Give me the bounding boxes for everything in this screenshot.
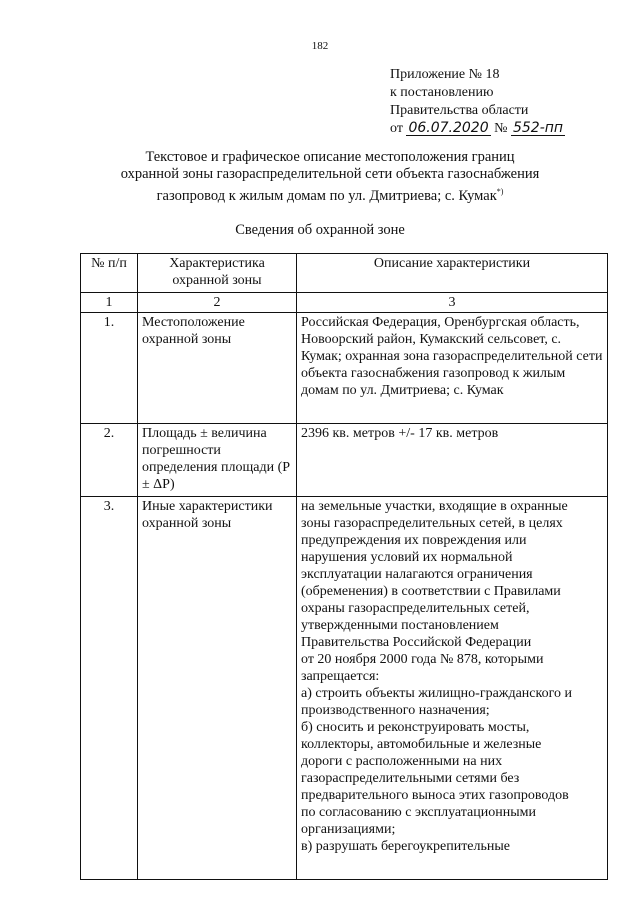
description-line: дороги с расположенными на них — [301, 754, 503, 769]
row-characteristic: Площадь ± величина погрешности определения площади (P ± ΔP) — [138, 424, 297, 497]
title-line-1: Текстовое и графическое описание местоположения границ — [145, 149, 515, 165]
description-line: Правительства Российской Федерации — [301, 635, 532, 650]
title-line-3-text: газопровод к жилым домам по ул. Дмитриева; с. Кумак — [156, 187, 497, 204]
appendix-number-handwritten: 552-пп — [512, 120, 564, 136]
document-title — [100, 149, 560, 205]
description-line: организациями; — [301, 822, 396, 837]
title-line-3 — [100, 183, 560, 205]
appendix-date-handwritten: 06.07.2020 — [408, 120, 489, 136]
description-line: предварительного выноса этих газопроводов — [301, 788, 569, 803]
description-line: от 20 ноября 2000 года № 878, которыми — [301, 652, 544, 667]
row-number: 2. — [81, 424, 138, 497]
description-line: нарушения условий их нормальной — [301, 550, 513, 565]
footnote-mark: *) — [496, 187, 504, 196]
appendix-number-sign: № — [494, 121, 508, 136]
description-line: а) строить объекты жилищно-гражданского и — [301, 686, 572, 701]
column-number: 1 — [81, 293, 138, 313]
row-characteristic: Местоположение охранной зоны — [138, 313, 297, 424]
table-header-row — [81, 254, 608, 293]
description-line: запрещается: — [301, 669, 380, 684]
description-line: охраны газораспределительных сетей, — [301, 601, 530, 616]
appendix-date-line — [390, 120, 565, 138]
row-description — [297, 497, 608, 880]
column-number-row — [81, 293, 608, 313]
row-description: 2396 кв. метров +/- 17 кв. метров — [297, 424, 608, 497]
description-line: предупреждения их повреждения или — [301, 533, 527, 548]
table-row — [81, 497, 608, 880]
description-line: зоны газораспределительных сетей, в целях — [301, 516, 563, 531]
description-line: утвержденными постановлением — [301, 618, 499, 633]
row-number: 1. — [81, 313, 138, 424]
description-line: в) разрушать берегоукрепительные — [301, 839, 511, 854]
table-row — [81, 424, 608, 497]
appendix-government: Правительства области — [390, 103, 529, 118]
protection-zone-table — [80, 253, 608, 880]
row-characteristic: Иные характеристики охранной зоны — [138, 497, 297, 880]
description-line: эксплуатации налагаются ограничения — [301, 567, 533, 582]
header-number: № п/п — [81, 254, 138, 293]
appendix-from-label: от — [390, 121, 403, 136]
appendix-block — [390, 66, 565, 138]
description-line: газораспределительными сетями без — [301, 771, 520, 786]
table-row — [81, 313, 608, 424]
page-number: 182 — [311, 40, 329, 52]
header-characteristic: Характеристика охранной зоны — [138, 254, 297, 293]
description-line: (обременения) в соответствии с Правилами — [301, 584, 561, 599]
appendix-resolution: к постановлению — [390, 85, 494, 100]
column-number: 2 — [138, 293, 297, 313]
description-line: на земельные участки, входящие в охранные — [301, 499, 568, 514]
row-description: Российская Федерация, Оренбургская область, Новоорский район, Кумакский сельсовет, с. Кумак; охранная зона газораспределительной сети объекта газоснабжения газопровод к жилым домам по ул. Дмитриева; с. Кумак — [297, 313, 608, 424]
description-line: производственного назначения; — [301, 703, 490, 718]
appendix-title: Приложение № 18 — [390, 67, 500, 82]
section-subtitle: Сведения об охранной зоне — [235, 222, 405, 238]
column-number: 3 — [297, 293, 608, 313]
title-line-2: охранной зоны газораспределительной сети объекта газоснабжения — [120, 166, 540, 182]
header-description: Описание характеристики — [297, 254, 608, 293]
description-line: б) сносить и реконструировать мосты, — [301, 720, 530, 735]
description-line: по согласованию с эксплуатационными — [301, 805, 536, 820]
row-number: 3. — [81, 497, 138, 880]
description-line: коллекторы, автомобильные и железные — [301, 737, 542, 752]
